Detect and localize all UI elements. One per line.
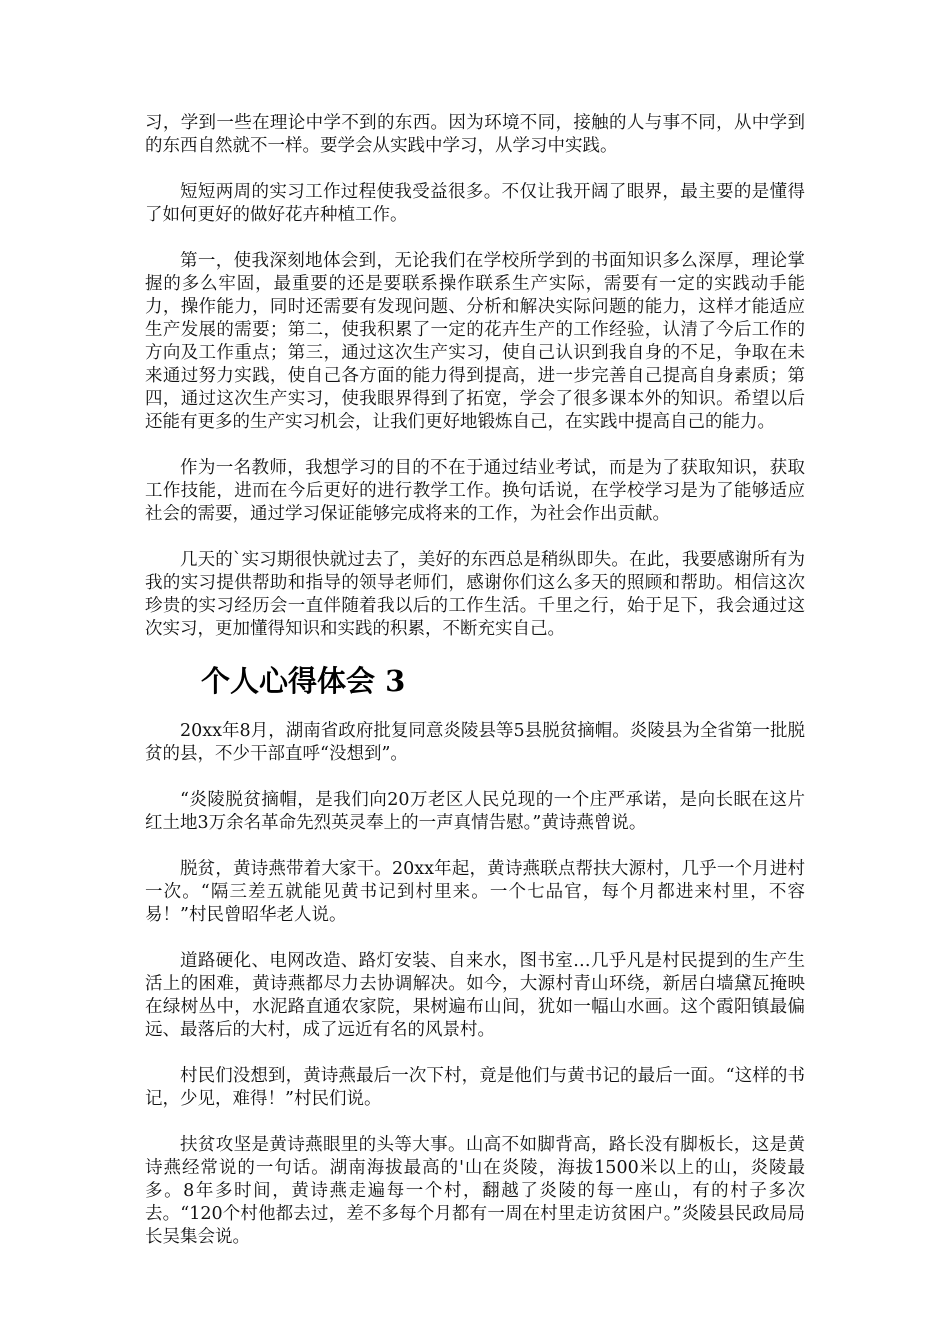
paragraph-teacher: 作为一名教师，我想学习的目的不在于通过结业考试，而是为了获取知识，获取工作技能，进而在今后更好的进行教学工作。换句话说，在学校学习是为了能够适应社会的需要，通过学习保证能够完成将来的工作，为社会作出贡献。 xyxy=(145,458,805,524)
paragraph-village-visits: 脱贫，黄诗燕带着大家干。20xx年起，黄诗燕联点帮扶大源村，几乎一个月进村一次。“隔三差五就能见黄书记到村里来。一个七品官，每个月都进来村里，不容易！”村民曾昭华老人说。 xyxy=(145,859,805,925)
paragraph-continuation: 习，学到一些在理论中学不到的东西。因为环境不同，接触的人与事不同，从中学到的东西自然就不一样。要学会从实践中学习，从学习中实践。 xyxy=(145,113,805,156)
paragraph-poverty-exit: 20xx年8月，湖南省政府批复同意炎陵县等5县脱贫摘帽。炎陵县为全省第一批脱贫的县，不少干部直呼“没想到”。 xyxy=(145,721,805,764)
document-page xyxy=(145,112,805,1272)
paragraph-thanks: 几天的`实习期很快就过去了，美好的东西总是稍纵即失。在此，我要感谢所有为我的实习提供帮助和指导的领导老师们，感谢你们这么多天的照顾和帮助。相信这次珍贵的实习经历会一直伴随着我以后的工作生活。千里之行，始于足下，我会通过这次实习，更加懂得知识和实践的积累，不断充实自己。 xyxy=(145,550,805,639)
paragraph-last-visit: 村民们没想到，黄诗燕最后一次下村，竟是他们与黄书记的最后一面。“这样的书记，少见，难得！”村民们说。 xyxy=(145,1066,805,1109)
paragraph-infrastructure: 道路硬化、电网改造、路灯安装、自来水，图书室…几乎凡是村民提到的生产生活上的困难，黄诗燕都尽力去协调解决。如今，大源村青山环绕，新居白墙黛瓦掩映在绿树丛中，水泥路直通农家院，果树遍布山间，犹如一幅山水画。这个霞阳镇最偏远、最落后的大村，成了远近有名的风景村。 xyxy=(145,951,805,1040)
paragraph-two-weeks: 短短两周的实习工作过程使我受益很多。不仅让我开阔了眼界，最主要的是懂得了如何更好的做好花卉种植工作。 xyxy=(145,182,805,225)
paragraph-lessons: 第一，使我深刻地体会到，无论我们在学校所学到的书面知识多么深厚，理论掌握的多么牢固，最重要的还是要联系操作联系生产实际，需要有一定的实践动手能力，操作能力，同时还需要有发现问题、分析和解决实际问题的能力，这样才能适应生产发展的需要；第二，使我积累了一定的花卉生产的工作经验，认清了今后工作的方向及工作重点；第三，通过这次生产实习，使自己认识到我自身的不足，争取在未来通过努力实践，使自己各方面的能力得到提高，进一步完善自己提高自身素质；第四，通过这次生产实习，使我眼界得到了拓宽，学会了很多课本外的知识。希望以后还能有更多的生产实习机会，让我们更好地锻炼自己，在实践中提高自己的能力。 xyxy=(145,251,805,432)
paragraph-quote: “炎陵脱贫摘帽，是我们向20万老区人民兑现的一个庄严承诺，是向长眠在这片红土地3万余名革命先烈英灵奉上的一声真情告慰。”黄诗燕曾说。 xyxy=(145,790,805,833)
section-heading: 个人心得体会 3 xyxy=(201,664,406,698)
paragraph-mountains: 扶贫攻坚是黄诗燕眼里的头等大事。山高不如脚背高，路长没有脚板长，这是黄诗燕经常说的一句话。湖南海拔最高的'山在炎陵，海拔1500米以上的山，炎陵最多。8年多时间，黄诗燕走遍每一个村，翻越了炎陵的每一座山，有的村子多次去。“120个村他都去过，差不多每个月都有一周在村里走访贫困户。”炎陵县民政局局长吴集会说。 xyxy=(145,1135,805,1247)
